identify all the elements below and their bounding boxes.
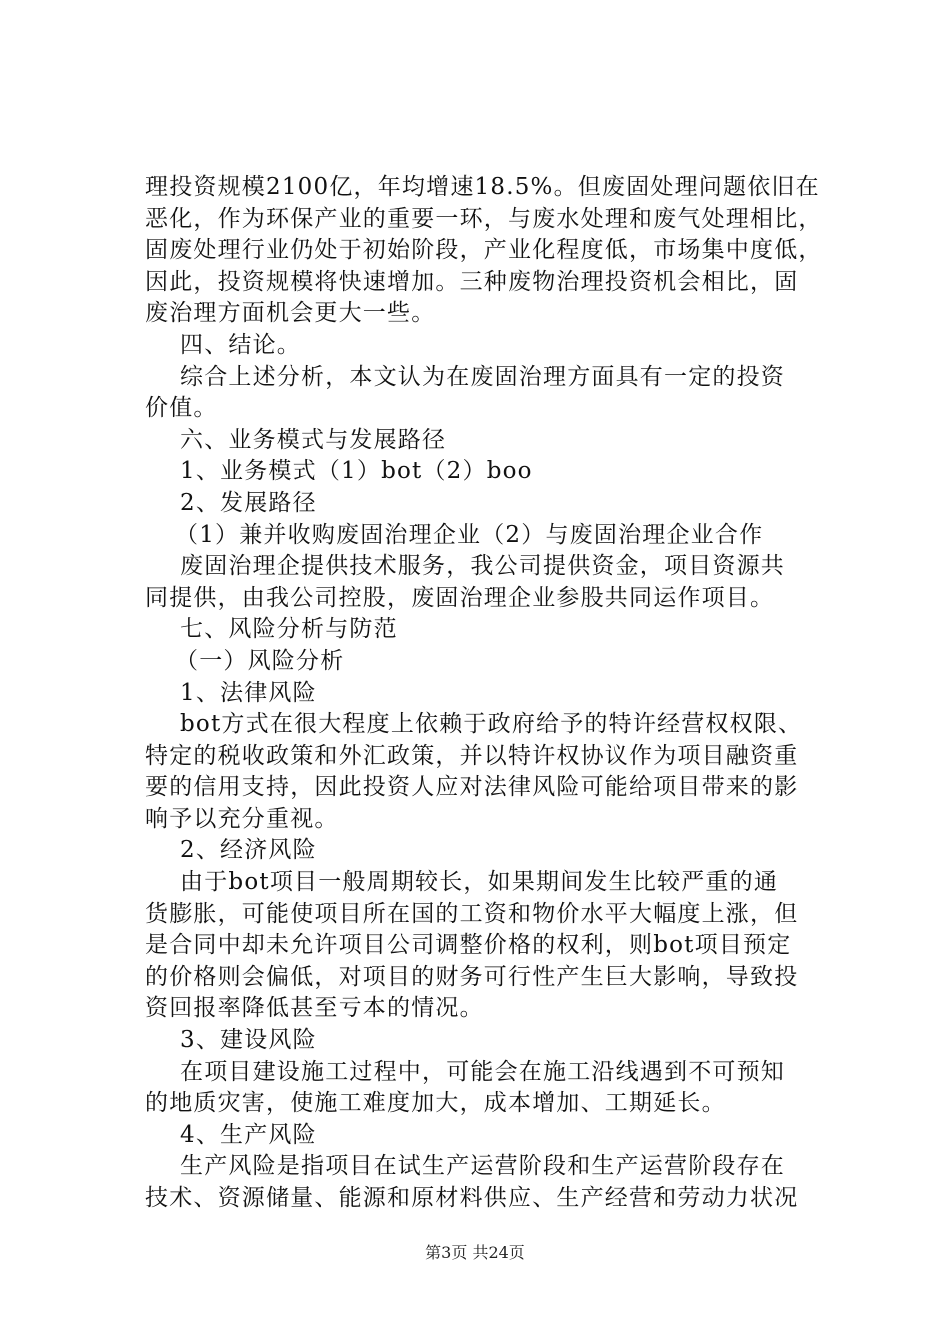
text-line: 在项目建设施工过程中，可能会在施工沿线遇到不可预知: [180, 1058, 785, 1085]
subsection-heading: 1、法律风险: [180, 679, 317, 706]
subsection-heading: 3、建设风险: [180, 1027, 317, 1054]
text-line: 的价格则会偏低，对项目的财务可行性产生巨大影响，导致投: [145, 963, 799, 990]
subsection-heading: 2、经济风险: [180, 837, 317, 864]
subsection-heading: 1、业务模式（1）bot（2）boo: [180, 458, 533, 485]
text-line: 同提供，由我公司控股，废固治理企业参股共同运作项目。: [145, 584, 775, 611]
text-line: bot方式在很大程度上依赖于政府给予的特许经营权权限、: [180, 711, 803, 738]
text-line: 理投资规模2100亿，年均增速18.5%。但废固处理问题依旧在: [145, 174, 820, 200]
text-line: 的地质灾害，使施工难度加大，成本增加、工期延长。: [145, 1090, 726, 1117]
page-number-footer: 第3页 共24页: [425, 1243, 525, 1262]
text-line: 货膨胀，可能使项目所在国的工资和物价水平大幅度上涨，但: [145, 900, 799, 927]
section-heading: 四、结论。: [180, 331, 301, 358]
text-line: 要的信用支持，因此投资人应对法律风险可能给项目带来的影: [145, 774, 799, 801]
subsection-heading: 2、发展路径: [180, 489, 317, 516]
document-body: [145, 172, 835, 1215]
text-line: 价值。: [145, 395, 218, 422]
text-line: 综合上述分析，本文认为在废固治理方面具有一定的投资: [180, 363, 785, 390]
text-line: 固废处理行业仍处于初始阶段，产业化程度低，市场集中度低，: [145, 237, 823, 264]
text-line: 废固治理企提供技术服务，我公司提供资金，项目资源共: [180, 553, 785, 580]
text-line: 因此，投资规模将快速增加。三种废物治理投资机会相比，固: [145, 268, 799, 295]
text-line: 技术、资源储量、能源和原材料供应、生产经营和劳动力状况: [145, 1185, 799, 1211]
text-line: 响予以充分重视。: [145, 805, 339, 832]
text-line: 生产风险是指项目在试生产运营阶段和生产运营阶段存在: [180, 1153, 785, 1180]
subsection-heading: 4、生产风险: [180, 1121, 317, 1148]
text-line: 资回报率降低甚至亏本的情况。: [145, 995, 484, 1022]
text-line: 由于bot项目一般周期较长，如果期间发生比较严重的通: [180, 869, 779, 896]
text-line: 废治理方面机会更大一些。: [145, 300, 436, 327]
section-heading: 六、业务模式与发展路径: [180, 426, 447, 453]
text-line: 特定的税收政策和外汇政策，并以特许权协议作为项目融资重: [145, 742, 799, 769]
text-line: 恶化，作为环保产业的重要一环，与废水处理和废气处理相比，: [145, 205, 823, 232]
text-line: 是合同中却未允许项目公司调整价格的权利，则bot项目预定: [145, 932, 792, 959]
section-heading: 七、风险分析与防范: [180, 616, 398, 643]
text-line: （1）兼并收购废固治理企业（2）与废固治理企业合作: [175, 521, 764, 548]
subsection-heading: （一）风险分析: [175, 647, 345, 674]
